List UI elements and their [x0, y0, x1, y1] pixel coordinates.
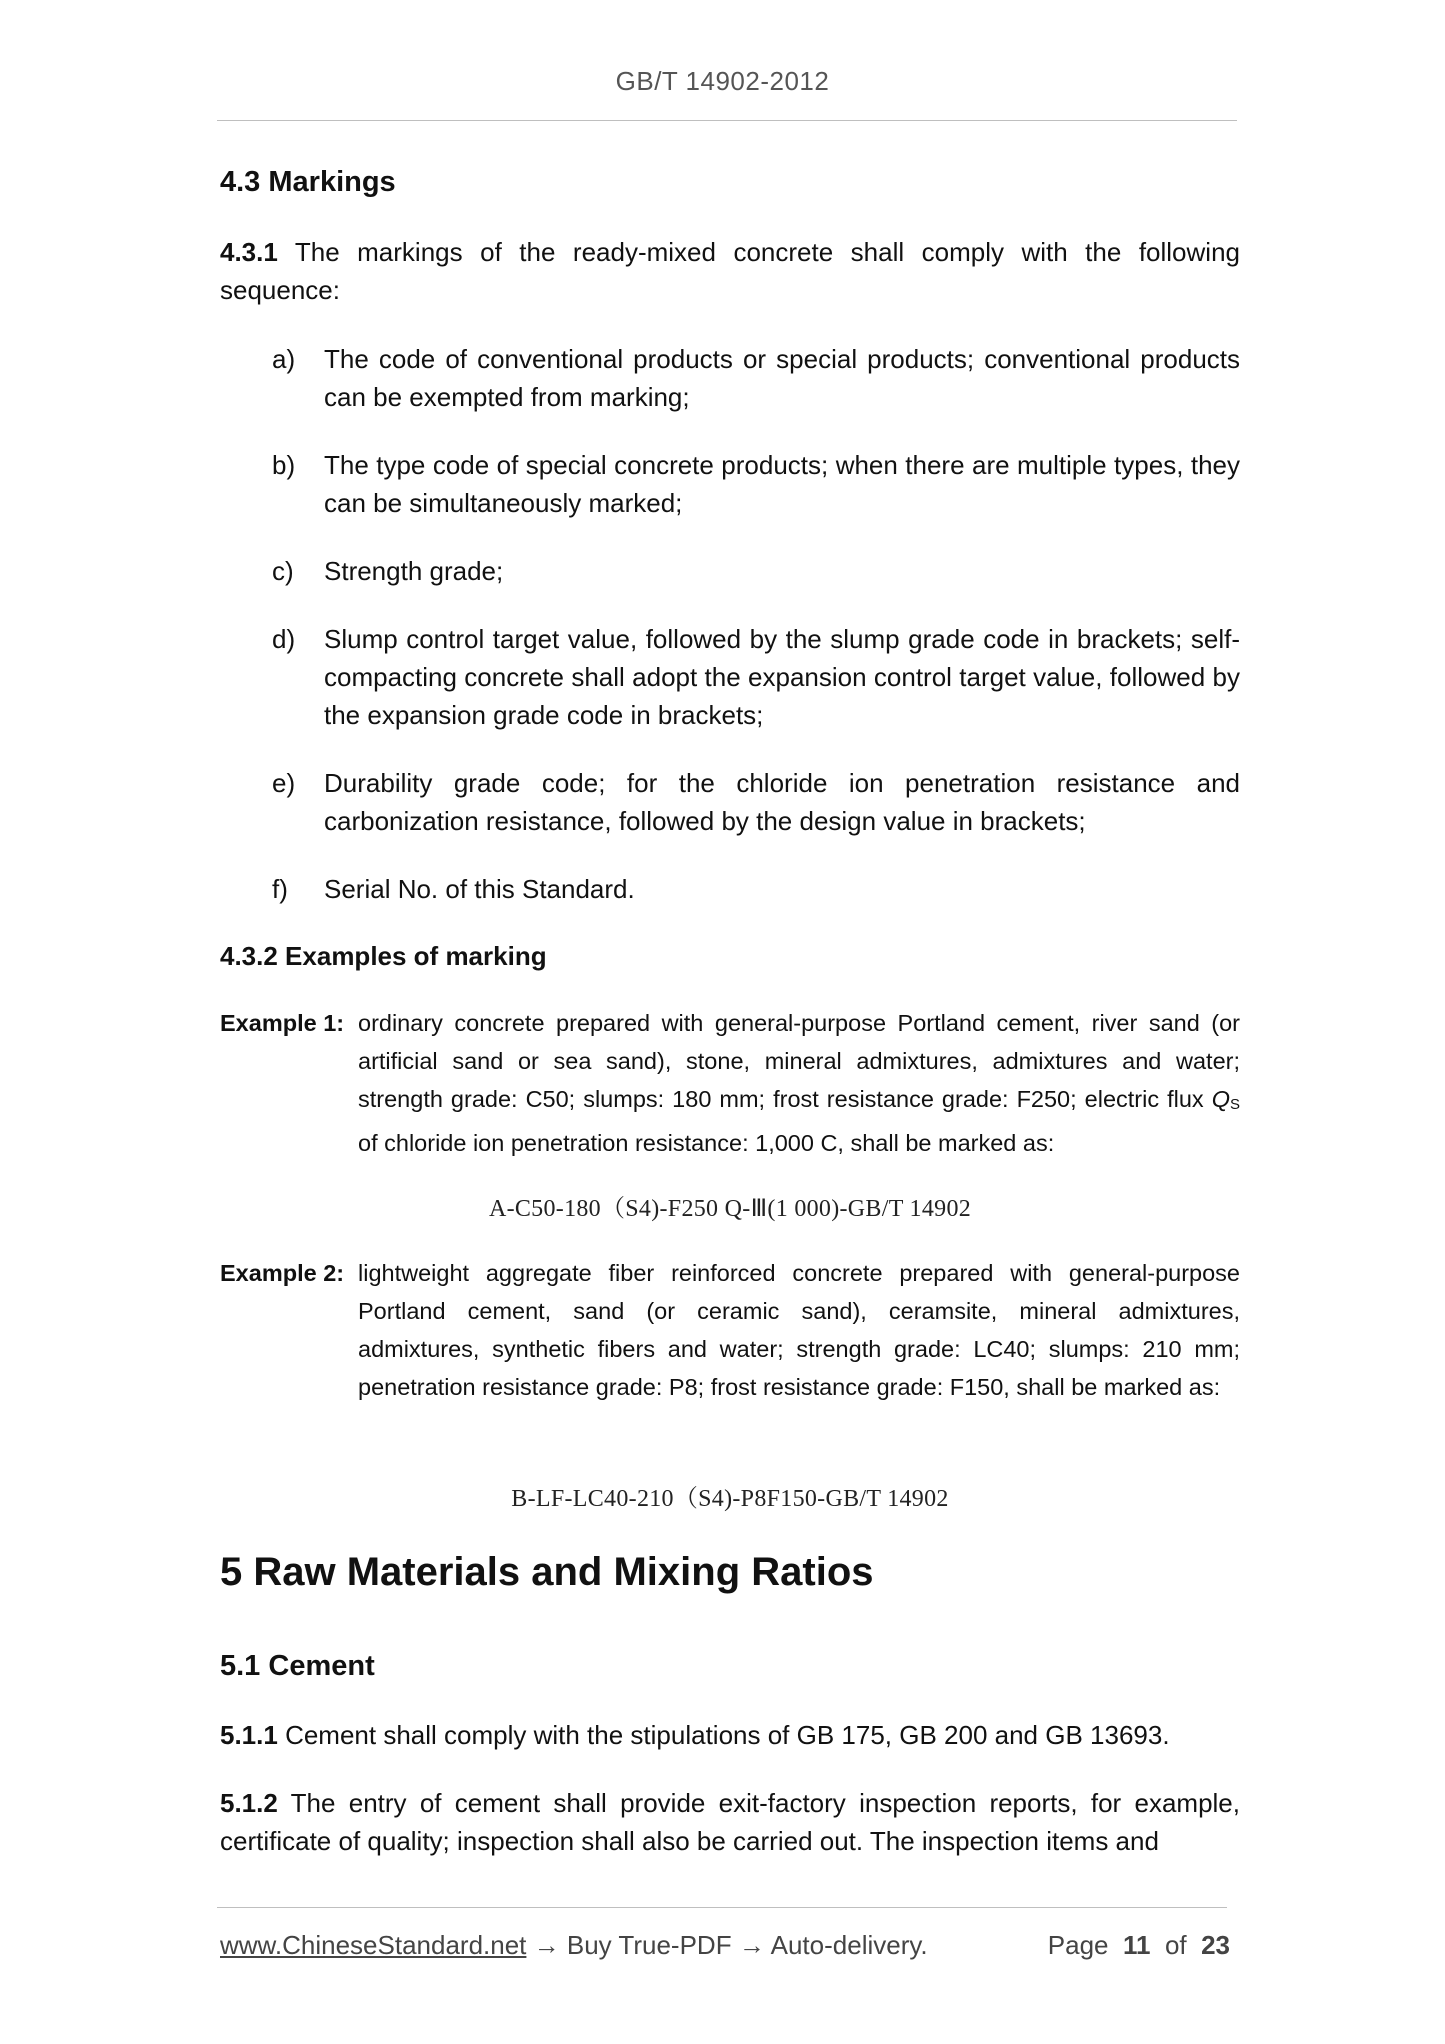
marking-example-2: B-LF-LC40-210（S4)-P8F150-GB/T 14902 [511, 1486, 949, 1512]
list-item-c [220, 552, 1240, 590]
marking-example-1: A-C50-180（S4)-F250 Q-Ⅲ(1 000)-GB/T 14902 [488, 1196, 972, 1222]
example-text: lightweight aggregate fiber reinforced concrete prepared with general-purpose Portland cement, sand (or ceramic sand), ceramsite, mineral admixtures, admixtures, synthetic fibers and water; strength grade: LC40; slumps: 210 mm; penetration resistance grade: P8; frost resistance grade: F150, shall be marked as: [358, 1260, 1240, 1400]
footer-divider [217, 1907, 1227, 1908]
list-item-f [220, 870, 1240, 908]
list-item-label: d) [272, 624, 296, 654]
delivery-text: Auto-delivery. [770, 1930, 928, 1960]
page-total: 23 [1201, 1930, 1230, 1960]
list-item-text: Durability grade code; for the chloride ion penetration resistance and carbonization resistance, followed by the design value in brackets; [324, 768, 1240, 836]
clause-number: 5.1.1 [220, 1720, 278, 1750]
list-item-text: Slump control target value, followed by the slump grade code in brackets; self-compacting concrete shall adopt the expansion control target value, followed by the expansion grade code in brackets; [324, 624, 1240, 730]
list-item-b [220, 446, 1240, 522]
list-item-label: e) [272, 768, 296, 798]
list-item-label: b) [272, 450, 296, 480]
page-indicator: Page 11 of 23 [1047, 1930, 1230, 1960]
header-divider [217, 120, 1237, 121]
list-item-e [220, 764, 1240, 840]
list-item-a [220, 340, 1240, 416]
buy-text: Buy True-PDF [566, 1930, 732, 1960]
clause-number: 4.3.1 [220, 237, 278, 267]
list-item-label: a) [272, 344, 296, 374]
list-item-text: Serial No. of this Standard. [324, 874, 635, 904]
example-text [358, 1004, 1240, 1162]
example-2 [220, 1254, 1240, 1406]
clause-number: 5.1.2 [220, 1788, 278, 1818]
clause-4-3-2-title: 4.3.2 Examples of marking [220, 941, 547, 971]
flux-symbol: $Q_S$ [1211, 1086, 1240, 1113]
example-label: Example 2: [220, 1260, 345, 1286]
list-item-text: The code of conventional products or special products; conventional products can be exempted from marking; [324, 344, 1240, 412]
example-1 [220, 1004, 1240, 1162]
website-link[interactable]: www.ChineseStandard.net [220, 1930, 527, 1960]
section-4-3-title: 4.3 Markings [220, 166, 396, 198]
example-text-part: of chloride ion penetration resistance: 1,000 C, shall be marked as: [358, 1130, 1055, 1156]
arrow-right-icon: → [533, 1930, 560, 1960]
clause-4-3-1 [220, 233, 1240, 309]
arrow-right-icon: → [738, 1930, 765, 1960]
clause-text: Cement shall comply with the stipulations of GB 175, GB 200 and GB 13693. [285, 1720, 1170, 1750]
list-item-d [220, 620, 1240, 734]
clause-5-1-2 [220, 1784, 1240, 1860]
clause-5-1-1 [220, 1716, 1240, 1754]
example-label: Example 1: [220, 1010, 345, 1036]
page-footer [220, 1930, 1230, 1961]
chapter-5-title: 5 Raw Materials and Mixing Ratios [220, 1550, 874, 1594]
document-header: GB/T 14902-2012 [615, 66, 830, 96]
list-item-text: The type code of special concrete products; when there are multiple types, they can be simultaneously marked; [324, 450, 1240, 518]
list-item-text: Strength grade; [324, 556, 504, 586]
list-item-label: c) [272, 556, 294, 586]
page-number: 11 [1122, 1930, 1151, 1960]
clause-text: The markings of the ready-mixed concrete shall comply with the following sequence: [220, 237, 1240, 305]
clause-text: The entry of cement shall provide exit-factory inspection reports, for example, certificate of quality; inspection shall also be carried out. The inspection items and [220, 1788, 1240, 1856]
section-5-1-title: 5.1 Cement [220, 1650, 375, 1682]
list-item-label: f) [272, 874, 288, 904]
example-text-part: ordinary concrete prepared with general-purpose Portland cement, river sand (or artificial sand or sea sand), stone, mineral admixtures, admixtures and water; strength grade: C50; slumps: 180 mm; frost resistance grade: F250; electric flux [358, 1010, 1240, 1112]
